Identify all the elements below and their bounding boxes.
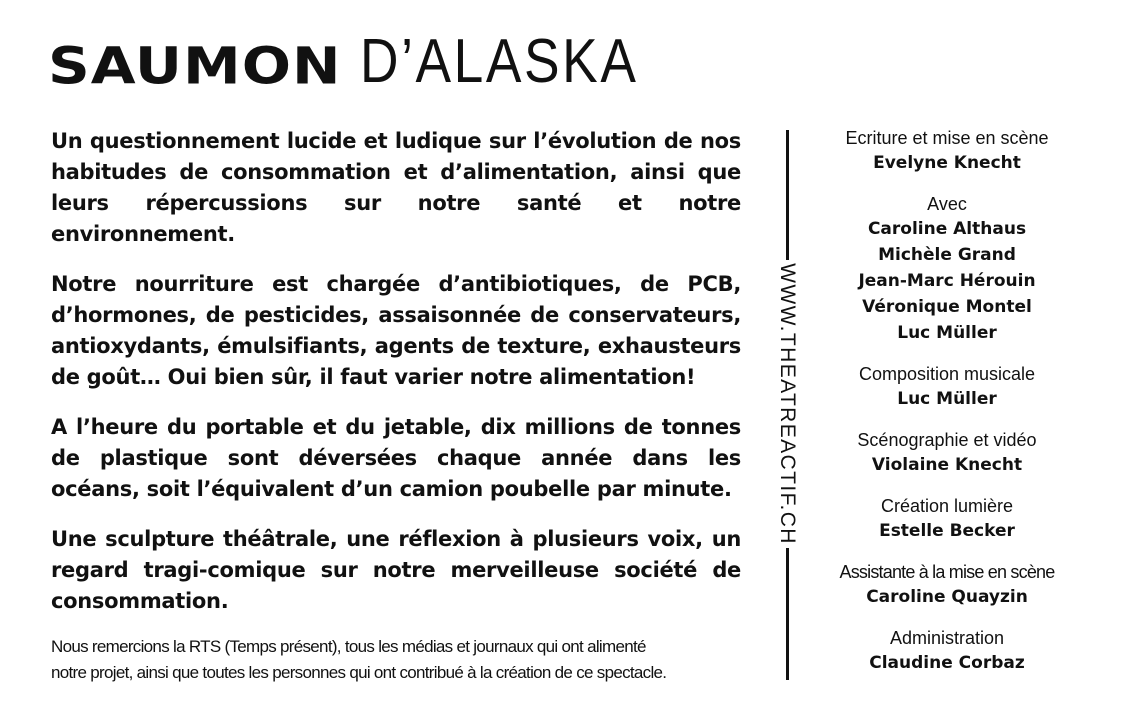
credits-list: [820, 126, 1074, 692]
credit-name: Claudine Corbaz: [869, 653, 1025, 673]
credit-name: Estelle Becker: [879, 521, 1015, 541]
credit-name: Caroline Althaus: [867, 219, 1027, 239]
credit-name: Véronique Montel: [862, 297, 1032, 317]
credit-name: Caroline Quayzin: [866, 587, 1028, 607]
acknowledgements-line: notre projet, ainsi que toutes les personnes qui ont contribué à la création de ce spectacle.: [51, 663, 667, 682]
credit-name: Luc Müller: [897, 323, 997, 343]
credit-music: [820, 362, 1074, 412]
website-url: WWW.THEATREACTIF.CH: [776, 263, 799, 545]
divider-top: [786, 130, 789, 260]
credit-role: Composition musicale: [858, 364, 1036, 384]
paragraph: A l’heure du portable et du jetable, dix millions de tonnes de plastique sont déversées chaque année dans les océans, soit l’équivalent d’un camion poubelle par minute.: [51, 415, 741, 501]
credit-administration: [820, 626, 1074, 676]
credit-role: Ecriture et mise en scène: [845, 128, 1049, 148]
credit-role: Scénographie et vidéo: [857, 430, 1037, 450]
credit-assistant-director: [820, 560, 1074, 610]
credit-role: Création lumière: [880, 496, 1014, 516]
credit-name: Evelyne Knecht: [873, 153, 1021, 173]
credit-role: Assistante à la mise en scène: [839, 562, 1055, 582]
credit-name: Violaine Knecht: [871, 455, 1023, 475]
acknowledgements-line: Nous remercions la RTS (Temps présent), tous les médias et journaux qui ont alimenté: [51, 637, 646, 656]
paragraph: Un questionnement lucide et ludique sur l’évolution de nos habitudes de consommation et d’alimentation, ainsi que leurs répercussions sur notre santé et notre environnement.: [51, 129, 741, 246]
credit-writing-direction: [820, 126, 1074, 176]
paragraph: Notre nourriture est chargée d’antibiotiques, de PCB, d’hormones, de pesticides, assaisonnée de conservateurs, antioxydants, émulsifiants, agents de texture, exhausteurs de goût… Oui bien sûr, il faut varier notre alimentation!: [51, 272, 741, 389]
paragraph: Une sculpture théâtrale, une réflexion à plusieurs voix, un regard tragi-comique sur notre merveilleuse société de consommation.: [51, 527, 741, 613]
credit-role: Avec: [927, 194, 967, 214]
credit-name: Jean-Marc Hérouin: [858, 271, 1036, 291]
credit-name: Luc Müller: [897, 389, 997, 409]
title-light-part: D’ALASKA: [359, 27, 639, 96]
description-text: [51, 126, 741, 636]
title-bold-part: SAUMON: [48, 36, 342, 96]
page-title: [48, 26, 683, 96]
credit-lighting: [820, 494, 1074, 544]
credit-name: Michèle Grand: [878, 245, 1016, 265]
credit-role: Administration: [889, 628, 1005, 648]
credit-scenography: [820, 428, 1074, 478]
divider-bottom: [786, 548, 789, 680]
credit-cast: [820, 192, 1074, 346]
acknowledgements: [51, 634, 751, 686]
